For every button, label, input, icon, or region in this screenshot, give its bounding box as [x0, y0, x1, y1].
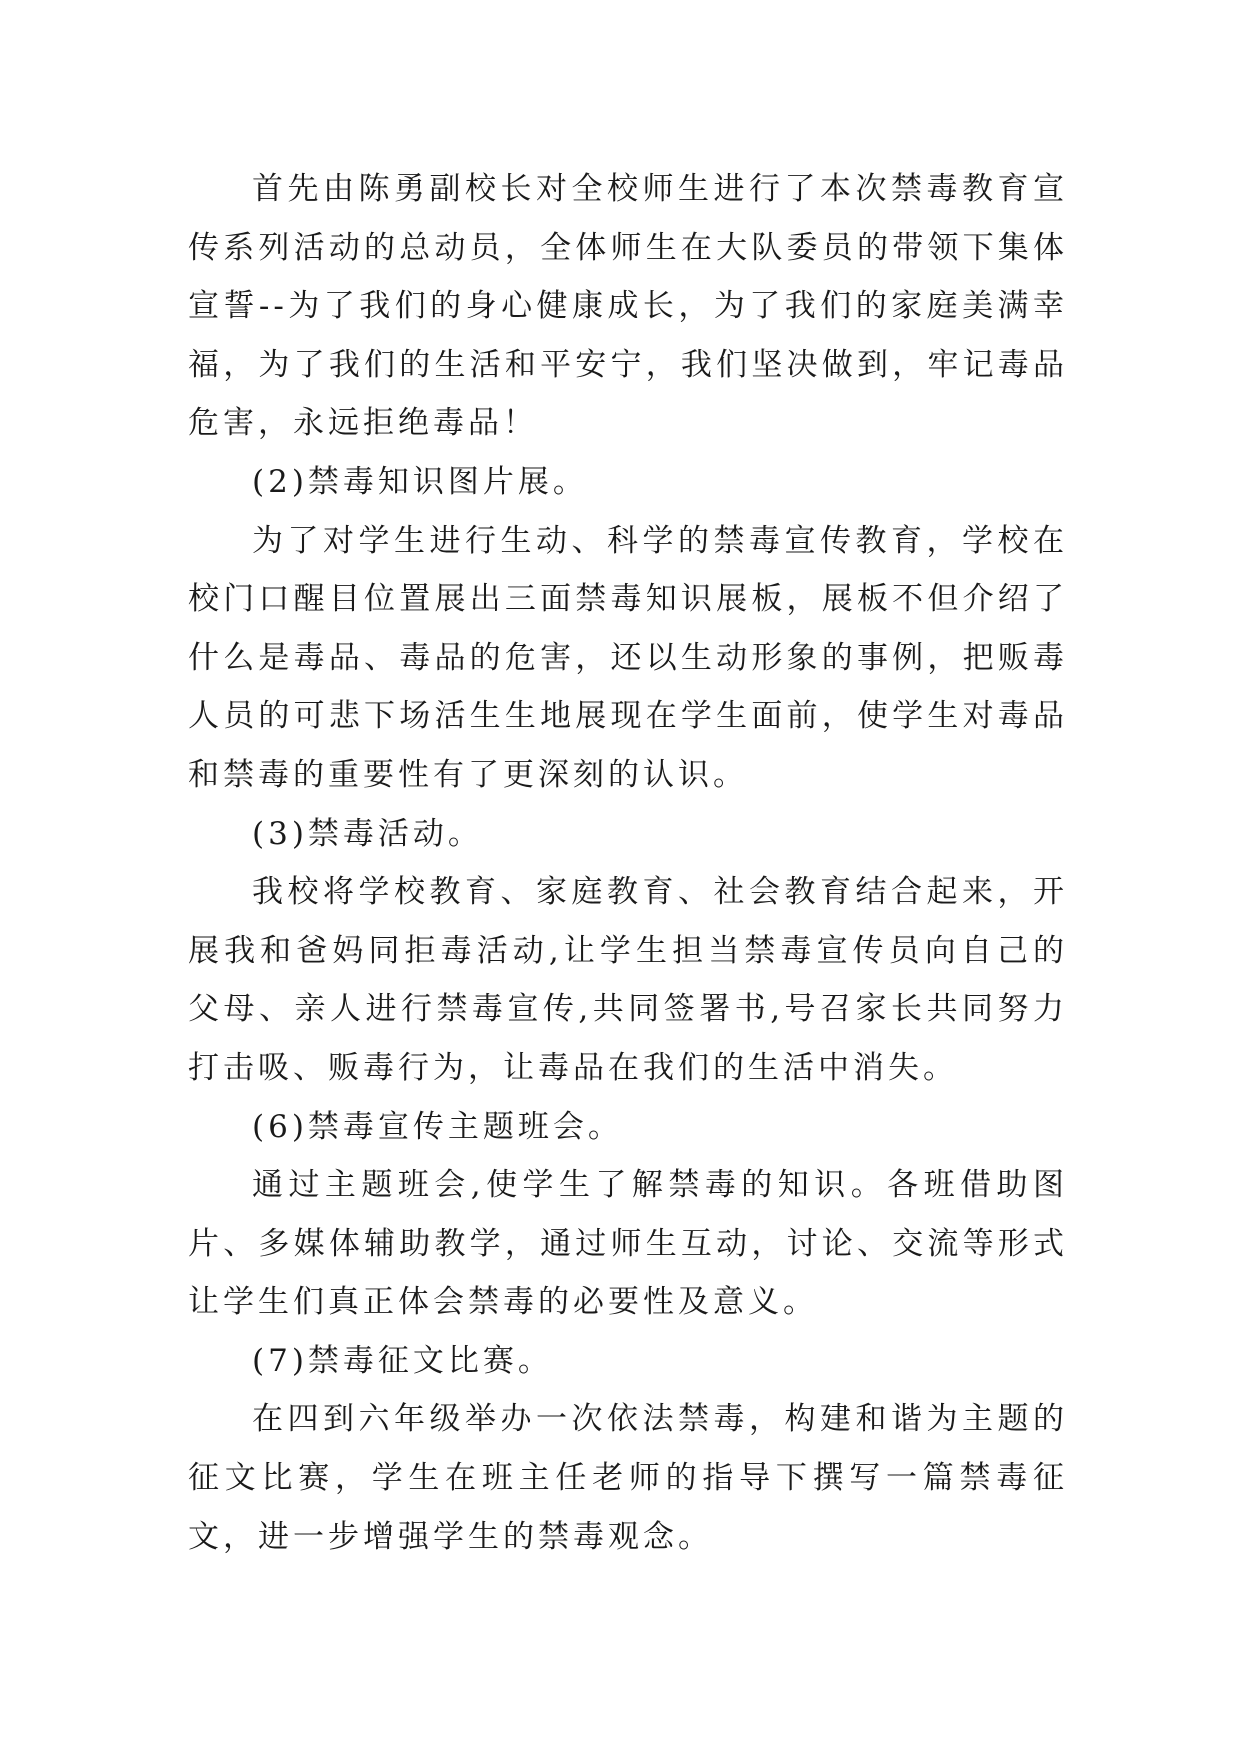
- document-body: [188, 160, 1068, 1566]
- paragraph-mobilization: 首先由陈勇副校长对全校师生进行了本次禁毒教育宣传系列活动的总动员，全体师生在大队委员的带领下集体宣誓--为了我们的身心健康成长，为了我们的家庭美满幸福，为了我们的生活和平安宁，我们坚决做到，牢记毒品危害，永远拒绝毒品！: [188, 171, 1068, 442]
- heading-essay-contest: (7)禁毒征文比赛。: [252, 1342, 553, 1379]
- paragraph-activities: 我校将学校教育、家庭教育、社会教育结合起来，开展我和爸妈同拒毒活动,让学生担当禁毒宣传员向自己的父母、亲人进行禁毒宣传,共同签署书,号召家长共同努力打击吸、贩毒行为，让毒品在我们的生活中消失。: [188, 874, 1068, 1086]
- heading-activities: (3)禁毒活动。: [252, 815, 483, 852]
- heading-class-meeting: (6)禁毒宣传主题班会。: [252, 1108, 623, 1145]
- paragraph-essay-contest: 在四到六年级举办一次依法禁毒，构建和谐为主题的征文比赛，学生在班主任老师的指导下撰写一篇禁毒征文，进一步增强学生的禁毒观念。: [188, 1401, 1068, 1555]
- paragraph-class-meeting: 通过主题班会,使学生了解禁毒的知识。各班借助图片、多媒体辅助教学，通过师生互动，讨论、交流等形式让学生们真正体会禁毒的必要性及意义。: [188, 1167, 1068, 1321]
- paragraph-picture-exhibition: 为了对学生进行生动、科学的禁毒宣传教育，学校在校门口醒目位置展出三面禁毒知识展板，展板不但介绍了什么是毒品、毒品的危害，还以生动形象的事例，把贩毒人员的可悲下场活生生地展现在学生面前，使学生对毒品和禁毒的重要性有了更深刻的认识。: [188, 522, 1068, 793]
- heading-picture-exhibition: (2)禁毒知识图片展。: [252, 463, 588, 500]
